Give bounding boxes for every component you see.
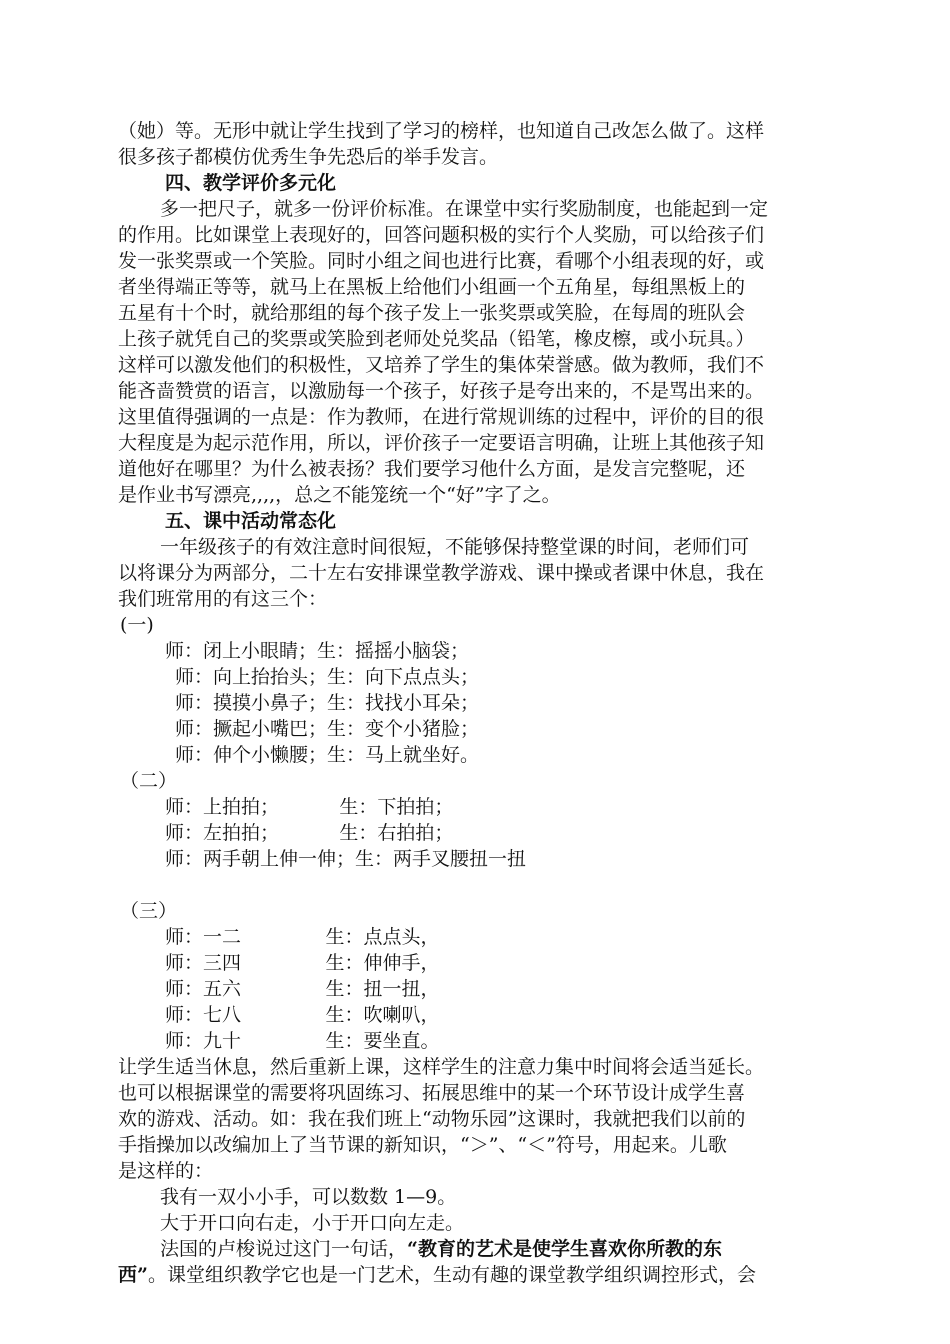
- section4-line-8: 能吝啬赞赏的语言，以激励每一个孩子，好孩子是夸出来的，不是骂出来的。: [118, 380, 765, 402]
- section4-line-10: 大程度是为起示范作用，所以，评价孩子一定要语言明确，让班上其他孩子知: [118, 432, 765, 454]
- intro-line-1: （她）等。无形中就让学生找到了学习的榜样，也知道自己改怎么做了。这样: [118, 120, 765, 142]
- section5-line-1: 一年级孩子的有效注意时间很短，不能够保持整堂课的时间，老师们可: [160, 536, 750, 558]
- section4-line-1: 多一把尺子，就多一份评价标准。在课堂中实行奖励制度，也能起到一定: [160, 198, 769, 220]
- section4-line-7: 这样可以激发他们的积极性，又培养了学生的集体荣誉感。做为教师，我们不: [118, 354, 765, 376]
- section4-line-6: 上孩子就凭自己的奖票或笑脸到老师处兑奖品（铅笔，橡皮檫，或小玩具。）: [118, 328, 755, 350]
- group3-line-2: 师：三四 生：伸伸手，: [165, 952, 440, 974]
- section4-line-12: 是作业书写漂亮,,,,，总之不能笼统一个“好”字了之。: [118, 484, 561, 506]
- quote-tail: 。课堂组织教学它也是一门艺术，生动有趣的课堂教学组织调控形式，会: [147, 1264, 756, 1286]
- group3-line-1: 师：一二 生：点点头，: [165, 926, 440, 948]
- group1-line-5: 师：伸个小懒腰；生：马上就坐好。: [175, 744, 480, 766]
- section4-heading: 四、教学评价多元化: [165, 172, 337, 194]
- group1-line-3: 师：摸摸小鼻子；生：找找小耳朵；: [175, 692, 480, 714]
- section5-line-3: 我们班常用的有这三个：: [118, 588, 328, 610]
- group3-label: （三）: [120, 900, 178, 922]
- section4-line-2: 的作用。比如课堂上表现好的，回答问题积极的实行个人奖励，可以给孩子们: [118, 224, 765, 246]
- section4-line-3: 发一张奖票或一个笑脸。同时小组之间也进行比赛，看哪个小组表现的好，或: [118, 250, 765, 272]
- section4-line-11: 道他好在哪里？为什么被表扬？我们要学习他什么方面，是发言完整呢，还: [118, 458, 746, 480]
- section4-line-5: 五星有十个时，就给那组的每个孩子发上一张奖票或笑脸，在每周的班队会: [118, 302, 746, 324]
- group3-line-3: 师：五六 生：扭一扭，: [165, 978, 440, 1000]
- group2-label: （二）: [120, 770, 178, 792]
- closing-line-7: 大于开口向右走，小于开口向左走。: [160, 1212, 465, 1234]
- group2-line-2: 师：左拍拍； 生：右拍拍；: [165, 822, 454, 844]
- group1-line-4: 师：撅起小嘴巴；生：变个小猪脸；: [175, 718, 480, 740]
- section5-heading: 五、课中活动常态化: [165, 510, 337, 532]
- section4-line-4: 者坐得端正等等，就马上在黑板上给他们小组画一个五角星，每组黑板上的: [118, 276, 746, 298]
- closing-line-6: 我有一双小小手，可以数数 1—9。: [160, 1186, 457, 1208]
- group1-line-2: 师：向上抬抬头；生：向下点点头；: [175, 666, 480, 688]
- group1-label: (一): [120, 614, 154, 636]
- quote-line-2: [118, 1262, 756, 1288]
- quote-line-1: [160, 1236, 722, 1262]
- group2-line-1: 师：上拍拍； 生：下拍拍；: [165, 796, 454, 818]
- group3-line-4: 师：七八 生：吹喇叭，: [165, 1004, 440, 1026]
- group2-line-3: 师：两手朝上伸一伸；生：两手叉腰扭一扭: [165, 848, 527, 870]
- closing-line-5: 是这样的：: [118, 1160, 214, 1182]
- group1-line-1: 师：闭上小眼睛；生：摇摇小脑袋；: [165, 640, 470, 662]
- closing-line-2: 也可以根据课堂的需要将巩固练习、拓展思维中的某一个环节设计成学生喜: [118, 1082, 746, 1104]
- quote-bold-part2: 西”: [118, 1264, 148, 1286]
- group3-line-5: 师：九十 生：要坐直。: [165, 1030, 440, 1052]
- intro-line-2: 很多孩子都模仿优秀生争先恐后的举手发言。: [118, 146, 499, 168]
- section5-line-2: 以将课分为两部分，二十左右安排课堂教学游戏、课中操或者课中休息，我在: [118, 562, 765, 584]
- closing-line-4: 手指操加以改编加上了当节课的新知识，“＞”、“＜”符号，用起来。儿歌: [118, 1134, 727, 1156]
- section4-line-9: 这里值得强调的一点是：作为教师，在进行常规训练的过程中，评价的目的很: [118, 406, 765, 428]
- closing-line-1: 让学生适当休息，然后重新上课，这样学生的注意力集中时间将会适当延长。: [118, 1056, 765, 1078]
- closing-line-3: 欢的游戏、活动。如：我在我们班上“动物乐园”这课时，我就把我们以前的: [118, 1108, 746, 1130]
- quote-bold-part1: “教育的艺术是使学生喜欢你所教的东: [407, 1238, 722, 1260]
- quote-lead: 法国的卢梭说过这门一句话，: [160, 1238, 408, 1260]
